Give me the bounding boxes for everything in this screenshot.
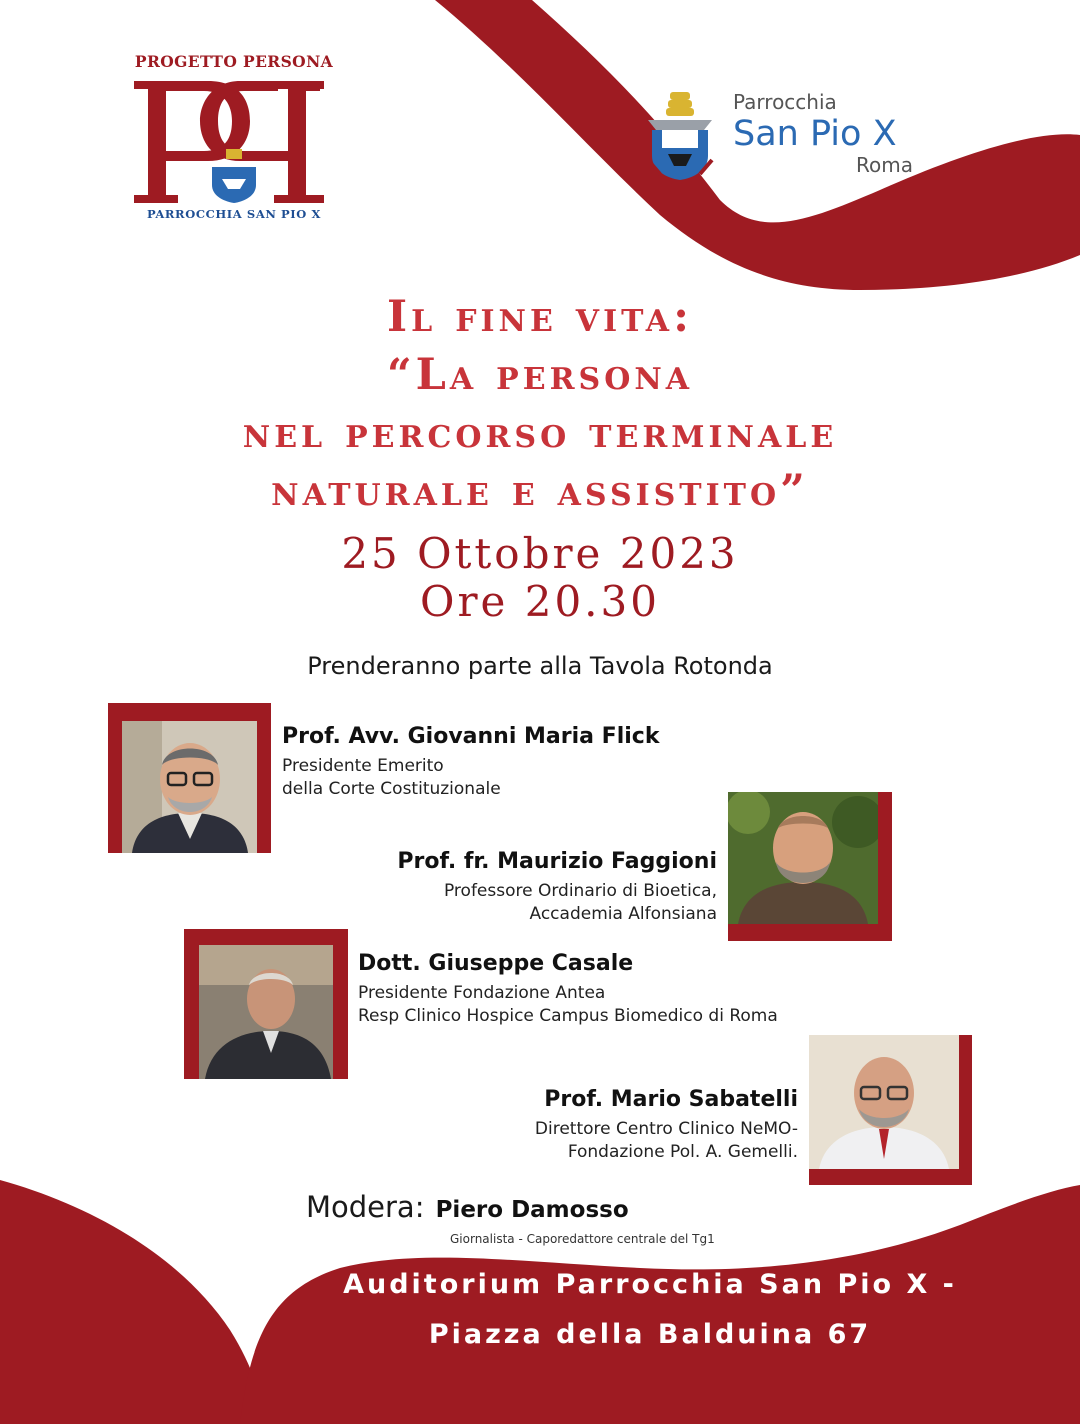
event-datetime: [0, 530, 1080, 626]
parrocchia-logo: [638, 90, 928, 185]
portrait-icon: [122, 721, 257, 853]
san-pio-label: San Pio X: [733, 114, 897, 154]
moderator-label: Modera:: [306, 1190, 425, 1224]
speaker-flick: [282, 724, 659, 801]
speaker-faggioni: [397, 849, 717, 926]
speaker-role-line: Resp Clinico Hospice Campus Biomedico di Roma: [358, 1006, 778, 1026]
speaker-role-line: Presidente Fondazione Antea: [358, 983, 606, 1003]
title-line-4: naturale e assistito”: [271, 466, 809, 516]
bottom-left-wave: [0, 1180, 265, 1424]
logo-top-text: PROGETTO PERSONA: [134, 52, 334, 71]
speaker-role-line: Professore Ordinario di Bioetica,: [443, 881, 717, 901]
speaker-photo-faggioni: [728, 792, 892, 941]
speaker-role-line: Presidente Emerito: [282, 756, 444, 776]
speaker-photo-flick: [108, 703, 271, 853]
event-date: 25 Ottobre 2023: [341, 529, 739, 578]
roma-label: Roma: [856, 153, 913, 177]
event-time: Ore 20.30: [420, 577, 660, 626]
speaker-name: Dott. Giuseppe Casale: [358, 951, 634, 976]
venue: [300, 1260, 1000, 1360]
venue-line-2: Piazza della Balduina 67: [428, 1319, 872, 1350]
speaker-role-line: Direttore Centro Clinico NeMO-: [534, 1119, 798, 1139]
speaker-role: [358, 982, 778, 1028]
speaker-role: [282, 755, 659, 801]
speaker-role: [535, 1118, 798, 1164]
speaker-role-line: Accademia Alfonsiana: [529, 904, 717, 924]
progetto-persona-logo: [128, 52, 340, 232]
event-title: [0, 288, 1080, 520]
portrait-icon: [809, 1035, 959, 1169]
moderator-role: Giornalista - Caporedattore centrale del Tg1: [450, 1232, 715, 1246]
portrait-icon: [728, 792, 878, 924]
round-table-intro: Prenderanno parte alla Tavola Rotonda: [307, 652, 773, 680]
speaker-casale: [358, 951, 778, 1028]
portrait-icon: [199, 945, 333, 1079]
speaker-photo-sabatelli: [809, 1035, 972, 1185]
title-line-1: Il fine vita:: [387, 292, 693, 342]
speaker-name: Prof. fr. Maurizio Faggioni: [397, 849, 717, 874]
pp-monogram: [128, 75, 340, 207]
moderator: [306, 1190, 629, 1224]
title-line-2: “La persona: [386, 350, 694, 400]
speaker-role: [397, 880, 717, 926]
title-line-3: nel percorso terminale: [242, 408, 838, 458]
parrocchia-label: Parrocchia: [733, 90, 837, 114]
speaker-name: Prof. Mario Sabatelli: [544, 1087, 798, 1112]
speaker-photo-casale: [184, 929, 348, 1079]
logo-bottom-text: PARROCCHIA SAN PIO X: [146, 207, 322, 221]
speaker-name: Prof. Avv. Giovanni Maria Flick: [282, 724, 660, 749]
moderator-name: Piero Damosso: [435, 1197, 629, 1223]
pp-monogram-icon: [128, 75, 340, 207]
papal-crest-icon: [638, 90, 722, 182]
speaker-role-line: della Corte Costituzionale: [282, 779, 501, 799]
speaker-role-line: Fondazione Pol. A. Gemelli.: [567, 1142, 798, 1162]
venue-line-1: Auditorium Parrocchia San Pio X -: [343, 1269, 957, 1300]
speaker-sabatelli: [535, 1087, 798, 1164]
